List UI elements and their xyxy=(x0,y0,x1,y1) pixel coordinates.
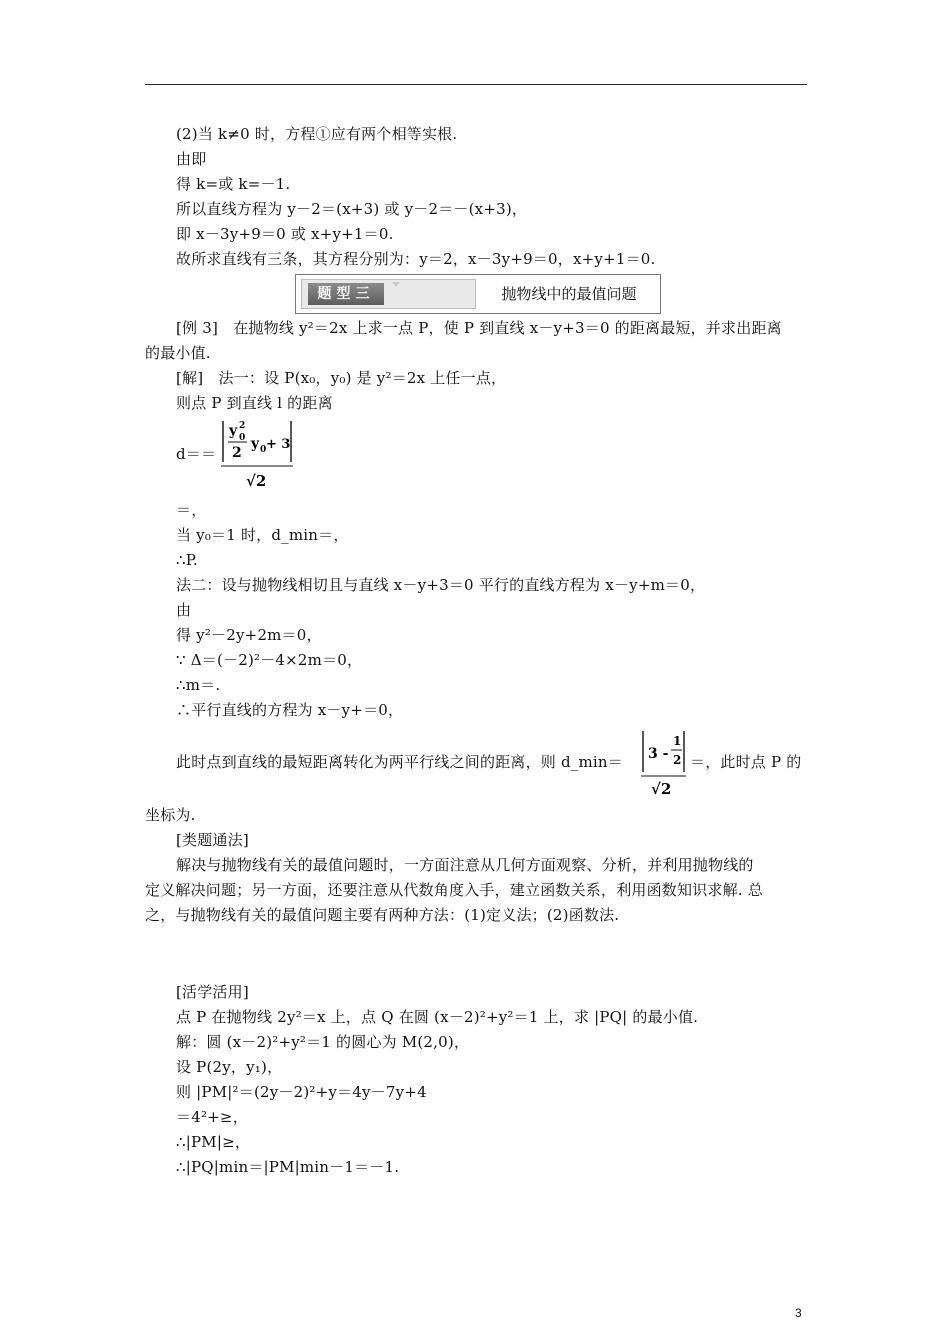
text-line: 得 y²－2y+2m＝0， xyxy=(176,626,322,644)
distance-label: d＝＝ xyxy=(176,445,217,463)
text-line: 由 xyxy=(176,601,192,619)
text-line: ∴平行直线的方程为 x－y+＝0， xyxy=(176,701,404,719)
formula2-num-left: 3 - xyxy=(648,746,669,762)
text-line: (2)当 k≠0 时，方程①应有两个相等实根. xyxy=(176,125,458,143)
text-line: ∴|PM|≥， xyxy=(176,1133,251,1151)
text-line: 解：圆 (x－2)²+y²＝1 的圆心为 M(2,0)， xyxy=(176,1033,470,1051)
text-line: 故所求直线有三条，其方程分别为：y＝2，x－3y+9＝0，x+y+1＝0. xyxy=(176,250,656,268)
text-line: 定义解决问题；另一方面，还要注意从代数角度入手，建立函数关系，利用函数知识求解. 总 xyxy=(145,881,763,899)
formula1-num-right: + 3 xyxy=(266,437,291,452)
formula1-num-sub: 0 xyxy=(239,433,246,443)
text-line: ∴m＝. xyxy=(176,676,221,694)
banner-tag: 题型三 xyxy=(308,283,384,305)
text-line: 坐标为. xyxy=(145,806,196,824)
text-line: 设 P(2y，y₁)， xyxy=(176,1058,283,1076)
formula1-num-mid-sub: 0 xyxy=(260,445,267,455)
text-line: 所以直线方程为 y－2＝(x+3) 或 y－2＝－(x+3)， xyxy=(176,200,528,218)
formula2-frac-den: 2 xyxy=(673,753,682,767)
text-line: 之，与抛物线有关的最值问题主要有两种方法：(1)定义法；(2)函数法. xyxy=(145,906,620,924)
text-line: 由即 xyxy=(176,150,207,168)
banner-notch-icon xyxy=(392,282,400,287)
section-title: [类题通法] xyxy=(176,831,249,849)
text-line: 则 |PM|²＝(2y－2)²+y＝4y－7y+4 xyxy=(176,1083,427,1101)
formula1-num-left: y xyxy=(229,423,238,439)
text-line: 法二：设与抛物线相切且与直线 x－y+3＝0 平行的直线方程为 x－y+m＝0， xyxy=(176,576,706,594)
formula2-den: √2 xyxy=(651,780,672,796)
text-line: ∴P. xyxy=(176,551,198,569)
text-line: 即 x－3y+9＝0 或 x+y+1＝0. xyxy=(176,225,394,243)
example-line: 的最小值. xyxy=(145,344,211,362)
formula1-den: √2 xyxy=(246,472,267,490)
text-line: 点 P 在抛物线 2y²＝x 上，点 Q 在圆 (x－2)²+y²＝1 上，求 |PQ| 的最小值. xyxy=(176,1008,699,1026)
text-line: 此时点到直线的最短距离转化为两平行线之间的距离，则 d_min＝ xyxy=(176,753,623,771)
header-rule xyxy=(145,84,807,85)
section-title: [活学活用] xyxy=(176,983,249,1001)
page-number: 3 xyxy=(795,1306,802,1320)
min-distance-formula xyxy=(640,728,690,796)
formula1-num-mid: y xyxy=(251,436,260,452)
text-line: 当 y₀＝1 时，d_min＝， xyxy=(176,526,349,544)
text-line: ＝，此时点 P 的 xyxy=(690,753,802,771)
distance-formula xyxy=(220,418,300,493)
text-line: ＝4²+≥， xyxy=(176,1108,248,1126)
formula1-num-sup: 2 xyxy=(239,421,246,431)
text-line: ＝， xyxy=(176,501,207,519)
formula1-num-den: 2 xyxy=(232,445,242,461)
text-line: ∵ Δ＝(－2)²－4×2m＝0， xyxy=(176,651,363,669)
banner-label-box xyxy=(301,279,476,309)
text-line: 得 k=或 k=－1. xyxy=(176,175,291,193)
question-type-banner xyxy=(295,274,661,314)
example-line: [例 3] 在抛物线 y²＝2x 上求一点 P，使 P 到直线 x－y+3＝0 的距离最短，并求出距离 xyxy=(176,319,782,337)
banner-title: 抛物线中的最值问题 xyxy=(501,285,637,303)
solution-line: [解] 法一：设 P(x₀，y₀) 是 y²＝2x 上任一点， xyxy=(176,369,507,387)
text-line: 解决与抛物线有关的最值问题时，一方面注意从几何方面观察、分析，并利用抛物线的 xyxy=(176,856,754,874)
formula2-frac-num: 1 xyxy=(673,734,682,748)
solution-line: 则点 P 到直线 l 的距离 xyxy=(176,394,333,412)
text-line: ∴|PQ|min＝|PM|min－1＝－1. xyxy=(176,1158,400,1176)
